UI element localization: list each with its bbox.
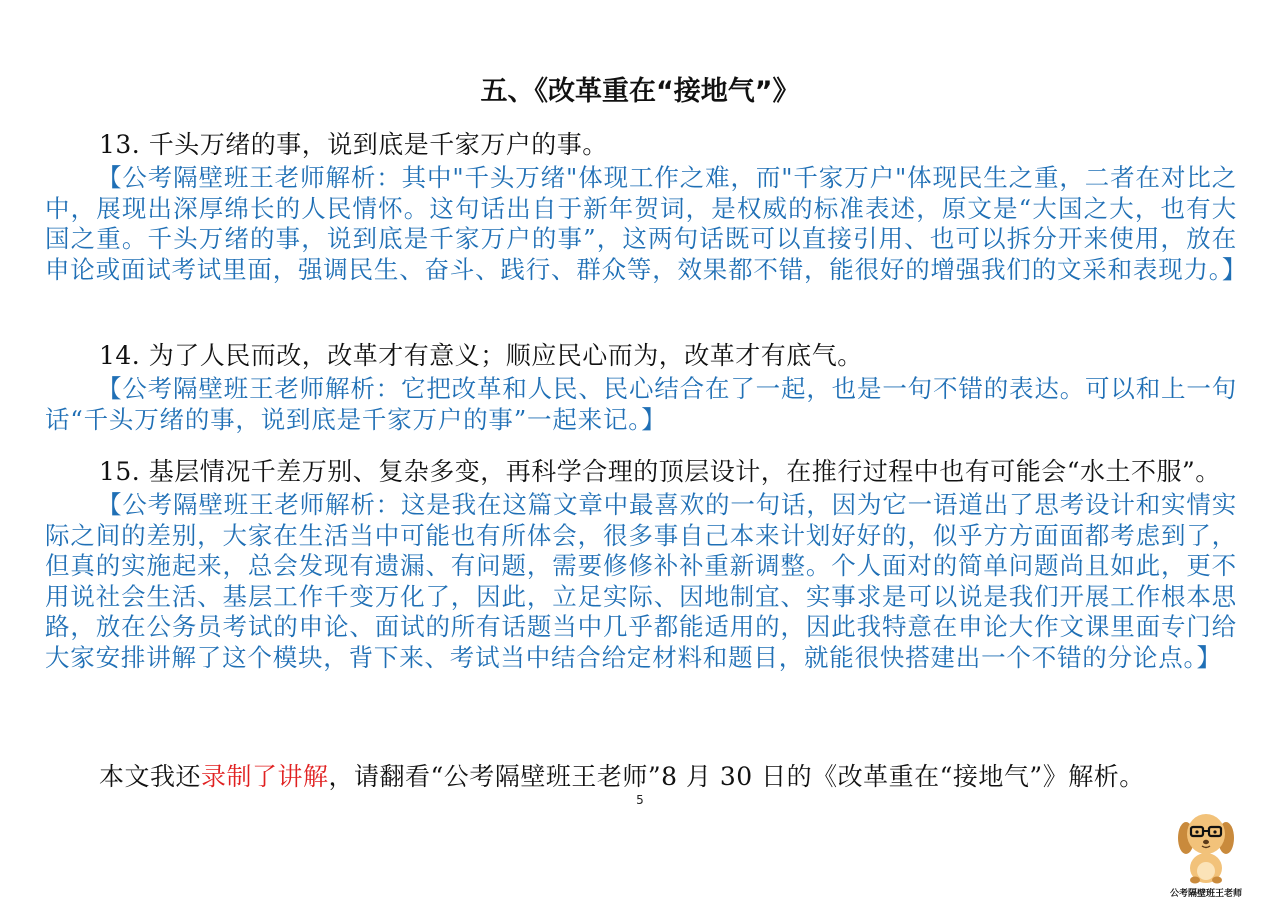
- dog-with-glasses-icon: [1176, 808, 1236, 886]
- quote-text: 13. 千头万绪的事，说到底是千家万户的事。: [99, 130, 608, 159]
- quote-text: 14. 为了人民而改，改革才有意义；顺应民心而为，改革才有底气。: [99, 341, 863, 370]
- analysis-note: 【公考隔壁班王老师解析：它把改革和人民、民心结合在了一起，也是一句不错的表达。可以和上一句话“千头万绪的事，说到底是千家万户的事”一起来记。】: [45, 374, 1237, 434]
- author-logo: [1166, 808, 1246, 900]
- closing-text-before: 本文我还: [99, 762, 202, 791]
- item-13: [45, 128, 1248, 285]
- item-14: [45, 339, 1237, 435]
- item-15: [45, 455, 1237, 673]
- closing-text-after: ，请翻看“公考隔壁班王老师”8 月 30 日的《改革重在“接地气”》解析。: [328, 762, 1145, 791]
- logo-caption: 公考隔壁班王老师: [1169, 889, 1242, 899]
- closing-paragraph: [45, 760, 1245, 793]
- section-title: 五、《改革重在“接地气”》: [480, 76, 800, 107]
- page-number: 5: [636, 793, 644, 807]
- analysis-note: 【公考隔壁班王老师解析：其中"千头万绪"体现工作之难，而"千家万户"体现民生之重，二者在对比之中，展现出深厚绵长的人民情怀。这句话出自于新年贺词，是权威的标准表述，原文是“大国之大，也有大国之重。千头万绪的事，说到底是千家万户的事”，这两句话既可以直接引用、也可以拆分开来使用，放在申论或面试考试里面，强调民生、奋斗、践行、群众等，效果都不错，能很好的增强我们的文采和表现力。】: [45, 163, 1248, 284]
- quote-text: 15. 基层情况千差万别、复杂多变，再科学合理的顶层设计，在推行过程中也有可能会“水土不服”。: [99, 457, 1221, 486]
- analysis-note: 【公考隔壁班王老师解析：这是我在这篇文章中最喜欢的一句话，因为它一语道出了思考设计和实情实际之间的差别，大家在生活当中可能也有所体会，很多事自己本来计划好好的，似乎方方面面都考虑到了，但真的实施起来，总会发现有遗漏、有问题，需要修修补补重新调整。个人面对的简单问题尚且如此，更不用说社会生活、基层工作千变万化了，因此，立足实际、因地制宜、实事求是可以说是我们开展工作根本思路，放在公务员考试的申论、面试的所有话题当中几乎都能适用的，因此我特意在申论大作文课里面专门给大家安排讲解了这个模块，背下来、考试当中结合给定材料和题目，就能很快搭建出一个不错的分论点。】: [45, 490, 1237, 672]
- recorded-lecture-highlight: 录制了讲解: [201, 762, 329, 791]
